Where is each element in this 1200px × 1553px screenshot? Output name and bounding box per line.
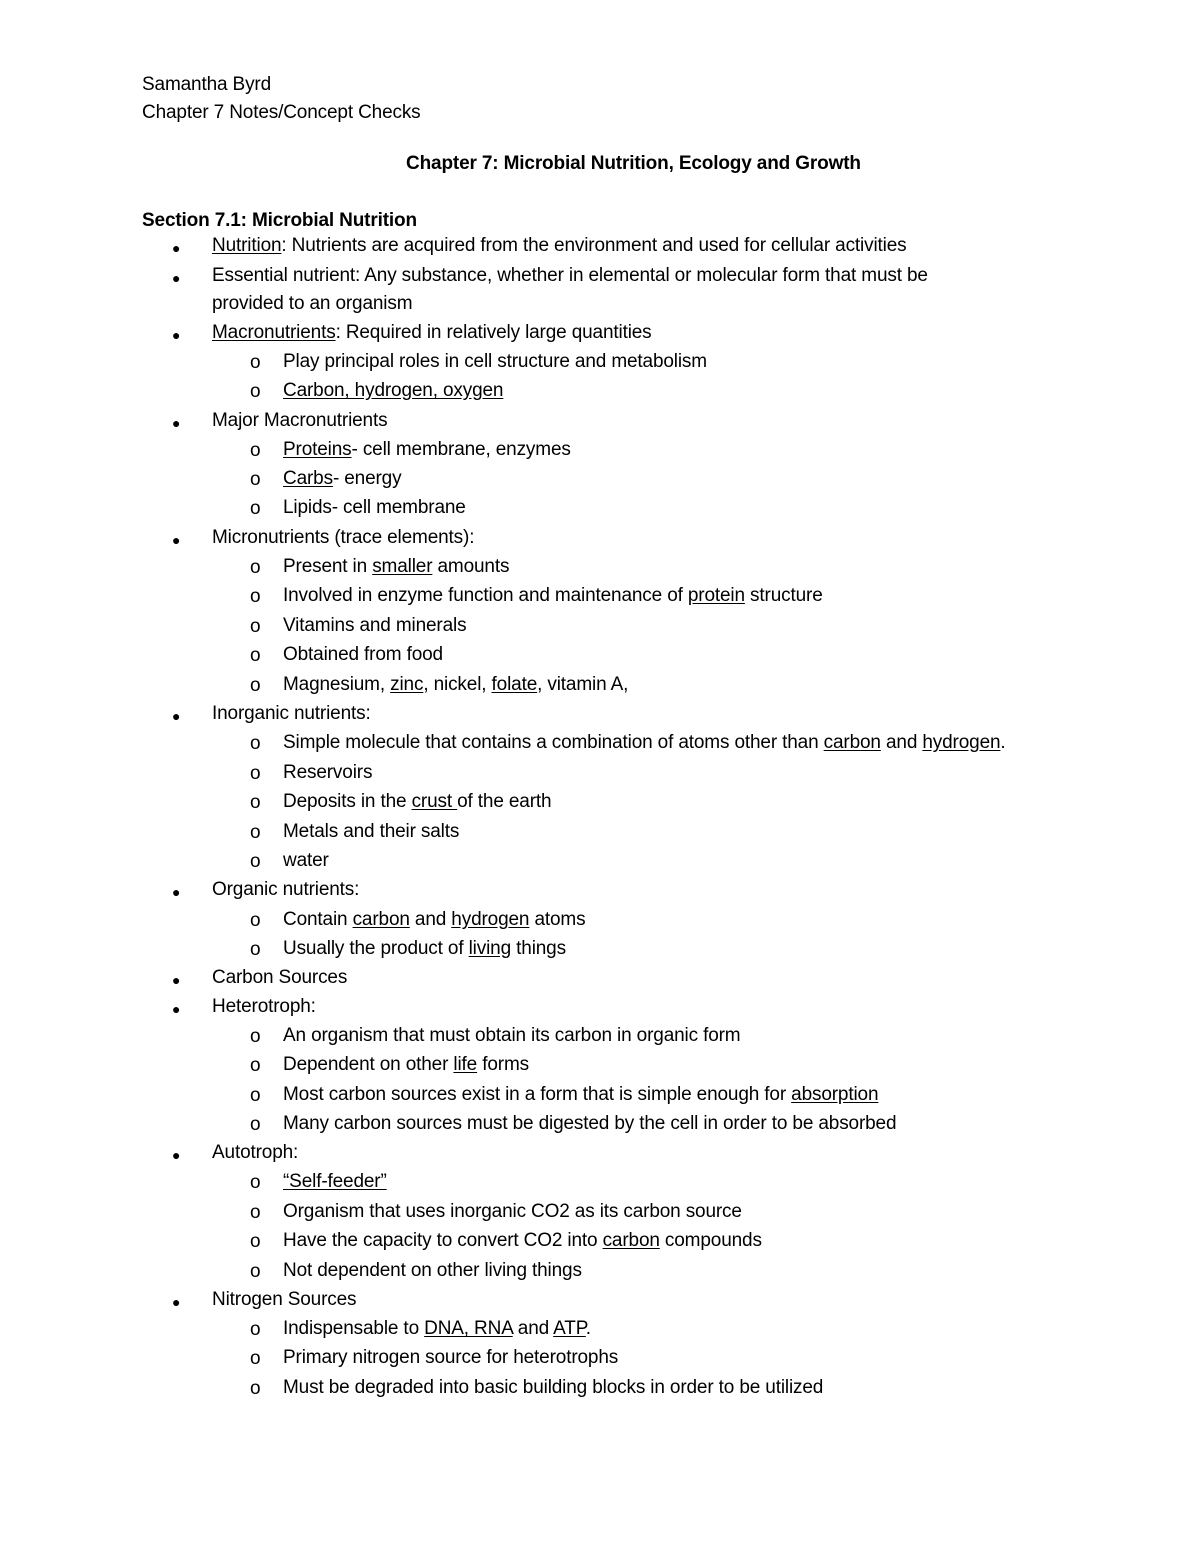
list-item — [212, 264, 928, 288]
sub-bullet-icon: o — [250, 1378, 261, 1399]
underlined-term: absorption — [791, 1084, 879, 1105]
underlined-term: protein — [687, 585, 745, 606]
item-text: Many carbon sources must be digested by the cell in order to be absorbed — [283, 1113, 897, 1134]
sub-list-item — [283, 350, 707, 374]
underlined-term: DNA, RNA — [424, 1318, 513, 1339]
sub-list-item — [283, 1083, 878, 1107]
sub-bullet-icon: o — [250, 440, 261, 461]
item-text: forms — [477, 1054, 529, 1075]
item-text: Present in — [283, 556, 373, 577]
item-text: Indispensable to — [283, 1318, 425, 1339]
underlined-term: Carbs — [283, 468, 333, 489]
sub-bullet-icon: o — [250, 616, 261, 637]
item-text: Not dependent on other living things — [283, 1260, 582, 1281]
item-text: Have the capacity to convert CO2 into — [283, 1230, 603, 1251]
underlined-term: Carbon, hydrogen, oxygen — [283, 380, 504, 401]
sub-bullet-icon: o — [250, 557, 261, 578]
sub-list-item — [283, 1376, 823, 1400]
item-text: of the earth — [457, 791, 552, 812]
sub-list-item — [283, 937, 566, 961]
sub-list-item — [283, 673, 628, 697]
author-name: Samantha Byrd — [142, 74, 272, 95]
item-text: Primary nitrogen source for heterotrophs — [283, 1347, 619, 1368]
list-item — [212, 321, 652, 345]
sub-bullet-icon: o — [250, 939, 261, 960]
item-text: Organism that uses inorganic CO2 as its carbon source — [283, 1201, 742, 1222]
sub-list-item — [283, 761, 372, 785]
document-subtitle: Chapter 7 Notes/Concept Checks — [142, 102, 421, 123]
sub-bullet-icon: o — [250, 586, 261, 607]
item-text: Play principal roles in cell structure and metabolism — [283, 351, 707, 372]
sub-bullet-icon: o — [250, 1319, 261, 1340]
sub-bullet-icon: o — [250, 910, 261, 931]
item-text: : Required in relatively large quantities — [335, 322, 652, 343]
underlined-term: zinc — [390, 674, 424, 695]
item-text: - energy — [332, 468, 402, 489]
item-text: . — [585, 1318, 591, 1339]
list-item — [212, 966, 347, 990]
item-text: , nickel, — [423, 674, 492, 695]
item-text: Major Macronutrients — [212, 410, 388, 431]
bullet-icon: ● — [172, 1001, 181, 1017]
bullet-icon: ● — [172, 972, 181, 988]
sub-list-item — [283, 496, 466, 520]
item-text: . — [1000, 732, 1006, 753]
item-text: water — [283, 850, 329, 871]
sub-bullet-icon: o — [250, 1026, 261, 1047]
sub-list-item — [283, 584, 823, 608]
list-item — [212, 526, 474, 550]
sub-bullet-icon: o — [250, 1261, 261, 1282]
sub-bullet-icon: o — [250, 763, 261, 784]
item-text: Autotroph: — [212, 1142, 299, 1163]
list-item — [212, 1288, 356, 1312]
underlined-term: Proteins — [283, 439, 352, 460]
sub-bullet-icon: o — [250, 469, 261, 490]
sub-bullet-icon: o — [250, 1172, 261, 1193]
section-heading: Section 7.1: Microbial Nutrition — [142, 210, 417, 231]
underlined-term: hydrogen — [922, 732, 1001, 753]
item-text: Essential nutrient: Any substance, whether in elemental or molecular form that must be — [212, 265, 928, 286]
item-text: things — [511, 938, 566, 959]
item-text: , vitamin A, — [537, 674, 629, 695]
underlined-term: living — [468, 938, 512, 959]
bullet-icon: ● — [172, 1294, 181, 1310]
sub-list-item — [283, 820, 459, 844]
item-text: An organism that must obtain its carbon in organic form — [283, 1025, 741, 1046]
underlined-term: smaller — [372, 556, 433, 577]
sub-bullet-icon: o — [250, 792, 261, 813]
sub-list-item — [283, 643, 443, 667]
sub-list-item — [283, 1259, 582, 1283]
item-text: Micronutrients (trace elements): — [212, 527, 475, 548]
sub-list-item — [283, 1346, 618, 1370]
bullet-icon: ● — [172, 708, 181, 724]
sub-bullet-icon: o — [250, 822, 261, 843]
sub-list-item — [283, 731, 1006, 755]
list-item — [212, 1141, 298, 1165]
item-text: Organic nutrients: — [212, 879, 360, 900]
sub-bullet-icon: o — [250, 675, 261, 696]
item-text: Heterotroph: — [212, 996, 316, 1017]
underlined-term: “Self-feeder” — [283, 1171, 387, 1192]
sub-list-item — [283, 1053, 529, 1077]
underlined-term: carbon — [352, 909, 410, 930]
item-text: compounds — [659, 1230, 762, 1251]
sub-list-item — [283, 1024, 740, 1048]
sub-bullet-icon: o — [250, 645, 261, 666]
item-text: amounts — [432, 556, 510, 577]
item-text: Inorganic nutrients: — [212, 703, 371, 724]
page-title: Chapter 7: Microbial Nutrition, Ecology and Growth — [406, 153, 861, 174]
item-text: provided to an organism — [212, 293, 413, 314]
item-text: Must be degraded into basic building blocks in order to be utilized — [283, 1377, 824, 1398]
underlined-term: Macronutrients — [212, 322, 336, 343]
item-text: Dependent on other — [283, 1054, 454, 1075]
sub-bullet-icon: o — [250, 1114, 261, 1135]
sub-list-item — [283, 555, 509, 579]
item-text: and — [880, 732, 923, 753]
item-text: Lipids- cell membrane — [283, 497, 466, 518]
list-item — [212, 878, 359, 902]
item-text: structure — [744, 585, 823, 606]
bullet-icon: ● — [172, 270, 181, 286]
item-text: atoms — [529, 909, 586, 930]
item-text: Most carbon sources exist in a form that is simple enough for — [283, 1084, 792, 1105]
sub-list-item — [283, 379, 503, 403]
item-text: Reservoirs — [283, 762, 373, 783]
sub-list-item — [283, 1229, 762, 1253]
item-text: Carbon Sources — [212, 967, 348, 988]
item-text: : Nutrients are acquired from the environment and used for cellular activities — [281, 235, 907, 256]
underlined-term: ATP — [553, 1318, 586, 1339]
underlined-term: life — [453, 1054, 478, 1075]
list-item — [212, 702, 371, 726]
sub-bullet-icon: o — [250, 381, 261, 402]
sub-list-item — [283, 438, 571, 462]
item-text: Contain — [283, 909, 353, 930]
item-text: Nitrogen Sources — [212, 1289, 357, 1310]
sub-list-item — [283, 790, 551, 814]
sub-list-item — [283, 1200, 742, 1224]
list-item — [212, 409, 387, 433]
bullet-icon: ● — [172, 884, 181, 900]
bullet-icon: ● — [172, 532, 181, 548]
item-text: - cell membrane, enzymes — [351, 439, 571, 460]
sub-list-item — [283, 849, 329, 873]
item-text: and — [512, 1318, 554, 1339]
underlined-term: carbon — [823, 732, 881, 753]
underlined-term: Nutrition — [212, 235, 282, 256]
item-text: Simple molecule that contains a combination of atoms other than — [283, 732, 824, 753]
bullet-icon: ● — [172, 327, 181, 343]
item-text: Metals and their salts — [283, 821, 460, 842]
underlined-term: folate — [491, 674, 538, 695]
sub-bullet-icon: o — [250, 1202, 261, 1223]
sub-list-item — [283, 908, 585, 932]
sub-list-item — [283, 1170, 387, 1194]
bullet-icon: ● — [172, 1147, 181, 1163]
item-text: Obtained from food — [283, 644, 443, 665]
sub-bullet-icon: o — [250, 851, 261, 872]
item-text: Magnesium, — [283, 674, 391, 695]
sub-bullet-icon: o — [250, 1348, 261, 1369]
list-item — [212, 995, 316, 1019]
item-text: and — [409, 909, 452, 930]
bullet-icon: ● — [172, 240, 181, 256]
list-item — [212, 234, 907, 258]
underlined-term: hydrogen — [451, 909, 530, 930]
sub-bullet-icon: o — [250, 352, 261, 373]
item-text: Vitamins and minerals — [283, 615, 467, 636]
sub-bullet-icon: o — [250, 1231, 261, 1252]
sub-bullet-icon: o — [250, 498, 261, 519]
item-text: Involved in enzyme function and maintenance of — [283, 585, 688, 606]
list-item — [212, 292, 412, 316]
underlined-term: crust — [411, 791, 458, 812]
sub-bullet-icon: o — [250, 733, 261, 754]
sub-list-item — [283, 467, 401, 491]
sub-bullet-icon: o — [250, 1085, 261, 1106]
item-text: Usually the product of — [283, 938, 469, 959]
bullet-icon: ● — [172, 415, 181, 431]
sub-list-item — [283, 1317, 591, 1341]
sub-list-item — [283, 1112, 896, 1136]
sub-bullet-icon: o — [250, 1055, 261, 1076]
underlined-term: carbon — [602, 1230, 660, 1251]
sub-list-item — [283, 614, 466, 638]
item-text: Deposits in the — [283, 791, 412, 812]
